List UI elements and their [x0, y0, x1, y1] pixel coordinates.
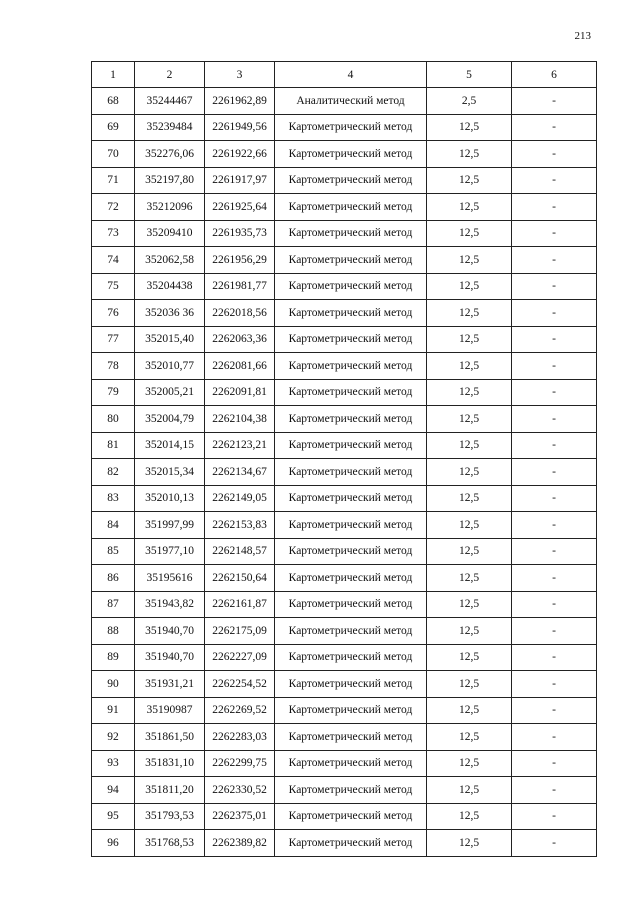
- accuracy-cell: 12,5: [427, 565, 512, 592]
- table-header: [92, 62, 597, 88]
- note-cell: -: [512, 247, 597, 274]
- method-cell: Картометрический метод: [275, 830, 427, 857]
- x-coordinate-cell: 351940,70: [135, 644, 205, 671]
- y-coordinate-cell: 2262104,38: [205, 406, 275, 433]
- y-coordinate-cell: 2262375,01: [205, 803, 275, 830]
- accuracy-cell: 12,5: [427, 432, 512, 459]
- method-cell: Картометрический метод: [275, 353, 427, 380]
- table-row: [92, 220, 597, 247]
- note-cell: -: [512, 644, 597, 671]
- point-number-cell: 89: [92, 644, 135, 671]
- accuracy-cell: 12,5: [427, 485, 512, 512]
- x-coordinate-cell: 352276,06: [135, 141, 205, 168]
- method-cell: Картометрический метод: [275, 591, 427, 618]
- y-coordinate-cell: 2261962,89: [205, 88, 275, 115]
- column-header-3: 3: [205, 62, 275, 88]
- table-body: [92, 88, 597, 857]
- accuracy-cell: 12,5: [427, 671, 512, 698]
- y-coordinate-cell: 2262134,67: [205, 459, 275, 486]
- point-number-cell: 87: [92, 591, 135, 618]
- y-coordinate-cell: 2262148,57: [205, 538, 275, 565]
- note-cell: -: [512, 88, 597, 115]
- note-cell: -: [512, 485, 597, 512]
- table-row: [92, 247, 597, 274]
- accuracy-cell: 12,5: [427, 326, 512, 353]
- accuracy-cell: 12,5: [427, 300, 512, 327]
- table-row: [92, 697, 597, 724]
- y-coordinate-cell: 2262091,81: [205, 379, 275, 406]
- column-header-5: 5: [427, 62, 512, 88]
- note-cell: -: [512, 326, 597, 353]
- method-cell: Картометрический метод: [275, 406, 427, 433]
- x-coordinate-cell: 35204438: [135, 273, 205, 300]
- y-coordinate-cell: 2261935,73: [205, 220, 275, 247]
- column-header-2: 2: [135, 62, 205, 88]
- accuracy-cell: 12,5: [427, 353, 512, 380]
- point-number-cell: 95: [92, 803, 135, 830]
- table-row: [92, 167, 597, 194]
- table-row: [92, 432, 597, 459]
- point-number-cell: 79: [92, 379, 135, 406]
- table-row: [92, 750, 597, 777]
- method-cell: Картометрический метод: [275, 538, 427, 565]
- note-cell: -: [512, 432, 597, 459]
- y-coordinate-cell: 2261956,29: [205, 247, 275, 274]
- point-number-cell: 72: [92, 194, 135, 221]
- table-row: [92, 618, 597, 645]
- y-coordinate-cell: 2261925,64: [205, 194, 275, 221]
- table-row: [92, 300, 597, 327]
- y-coordinate-cell: 2262254,52: [205, 671, 275, 698]
- accuracy-cell: 12,5: [427, 830, 512, 857]
- x-coordinate-cell: 352005,21: [135, 379, 205, 406]
- note-cell: -: [512, 565, 597, 592]
- x-coordinate-cell: 351831,10: [135, 750, 205, 777]
- method-cell: Картометрический метод: [275, 432, 427, 459]
- accuracy-cell: 12,5: [427, 724, 512, 751]
- note-cell: -: [512, 406, 597, 433]
- method-cell: Картометрический метод: [275, 697, 427, 724]
- table-row: [92, 591, 597, 618]
- accuracy-cell: 12,5: [427, 512, 512, 539]
- y-coordinate-cell: 2262123,21: [205, 432, 275, 459]
- note-cell: -: [512, 141, 597, 168]
- x-coordinate-cell: 35209410: [135, 220, 205, 247]
- note-cell: -: [512, 300, 597, 327]
- point-number-cell: 85: [92, 538, 135, 565]
- note-cell: -: [512, 379, 597, 406]
- method-cell: Картометрический метод: [275, 565, 427, 592]
- accuracy-cell: 12,5: [427, 591, 512, 618]
- accuracy-cell: 12,5: [427, 538, 512, 565]
- point-number-cell: 84: [92, 512, 135, 539]
- x-coordinate-cell: 351940,70: [135, 618, 205, 645]
- y-coordinate-cell: 2262161,87: [205, 591, 275, 618]
- note-cell: -: [512, 671, 597, 698]
- accuracy-cell: 2,5: [427, 88, 512, 115]
- point-number-cell: 73: [92, 220, 135, 247]
- header-row: [92, 62, 597, 88]
- x-coordinate-cell: 352004,79: [135, 406, 205, 433]
- point-number-cell: 68: [92, 88, 135, 115]
- table-row: [92, 459, 597, 486]
- table-row: [92, 88, 597, 115]
- accuracy-cell: 12,5: [427, 803, 512, 830]
- y-coordinate-cell: 2262269,52: [205, 697, 275, 724]
- method-cell: Картометрический метод: [275, 671, 427, 698]
- x-coordinate-cell: 35244467: [135, 88, 205, 115]
- table-row: [92, 379, 597, 406]
- y-coordinate-cell: 2262149,05: [205, 485, 275, 512]
- point-number-cell: 75: [92, 273, 135, 300]
- note-cell: -: [512, 618, 597, 645]
- table-row: [92, 273, 597, 300]
- point-number-cell: 82: [92, 459, 135, 486]
- table-row: [92, 141, 597, 168]
- point-number-cell: 86: [92, 565, 135, 592]
- table-row: [92, 114, 597, 141]
- y-coordinate-cell: 2262175,09: [205, 618, 275, 645]
- method-cell: Картометрический метод: [275, 167, 427, 194]
- column-header-4: 4: [275, 62, 427, 88]
- y-coordinate-cell: 2262330,52: [205, 777, 275, 804]
- note-cell: -: [512, 459, 597, 486]
- table-row: [92, 326, 597, 353]
- x-coordinate-cell: 352014,15: [135, 432, 205, 459]
- point-number-cell: 92: [92, 724, 135, 751]
- point-number-cell: 88: [92, 618, 135, 645]
- accuracy-cell: 12,5: [427, 141, 512, 168]
- y-coordinate-cell: 2262018,56: [205, 300, 275, 327]
- x-coordinate-cell: 351943,82: [135, 591, 205, 618]
- point-number-cell: 71: [92, 167, 135, 194]
- note-cell: -: [512, 167, 597, 194]
- accuracy-cell: 12,5: [427, 379, 512, 406]
- x-coordinate-cell: 35239484: [135, 114, 205, 141]
- point-number-cell: 94: [92, 777, 135, 804]
- method-cell: Картометрический метод: [275, 220, 427, 247]
- table-row: [92, 777, 597, 804]
- column-header-6: 6: [512, 62, 597, 88]
- table-row: [92, 538, 597, 565]
- method-cell: Картометрический метод: [275, 379, 427, 406]
- accuracy-cell: 12,5: [427, 750, 512, 777]
- x-coordinate-cell: 352010,77: [135, 353, 205, 380]
- x-coordinate-cell: 352010,13: [135, 485, 205, 512]
- accuracy-cell: 12,5: [427, 220, 512, 247]
- point-number-cell: 93: [92, 750, 135, 777]
- note-cell: -: [512, 697, 597, 724]
- accuracy-cell: 12,5: [427, 273, 512, 300]
- method-cell: Картометрический метод: [275, 485, 427, 512]
- point-number-cell: 70: [92, 141, 135, 168]
- x-coordinate-cell: 351977,10: [135, 538, 205, 565]
- y-coordinate-cell: 2262389,82: [205, 830, 275, 857]
- note-cell: -: [512, 194, 597, 221]
- point-number-cell: 96: [92, 830, 135, 857]
- y-coordinate-cell: 2262150,64: [205, 565, 275, 592]
- y-coordinate-cell: 2262081,66: [205, 353, 275, 380]
- note-cell: -: [512, 830, 597, 857]
- table-row: [92, 644, 597, 671]
- note-cell: -: [512, 273, 597, 300]
- x-coordinate-cell: 35190987: [135, 697, 205, 724]
- accuracy-cell: 12,5: [427, 167, 512, 194]
- y-coordinate-cell: 2262227,09: [205, 644, 275, 671]
- table-row: [92, 485, 597, 512]
- table-row: [92, 724, 597, 751]
- table-row: [92, 353, 597, 380]
- y-coordinate-cell: 2262153,83: [205, 512, 275, 539]
- point-number-cell: 76: [92, 300, 135, 327]
- method-cell: Картометрический метод: [275, 777, 427, 804]
- y-coordinate-cell: 2261981,77: [205, 273, 275, 300]
- coordinates-table: [91, 61, 597, 857]
- note-cell: -: [512, 220, 597, 247]
- accuracy-cell: 12,5: [427, 644, 512, 671]
- method-cell: Картометрический метод: [275, 273, 427, 300]
- y-coordinate-cell: 2262063,36: [205, 326, 275, 353]
- x-coordinate-cell: 351811,20: [135, 777, 205, 804]
- accuracy-cell: 12,5: [427, 247, 512, 274]
- method-cell: Картометрический метод: [275, 114, 427, 141]
- method-cell: Картометрический метод: [275, 326, 427, 353]
- note-cell: -: [512, 114, 597, 141]
- table-row: [92, 565, 597, 592]
- x-coordinate-cell: 351861,50: [135, 724, 205, 751]
- method-cell: Картометрический метод: [275, 512, 427, 539]
- page-number: 213: [574, 30, 591, 42]
- table-row: [92, 671, 597, 698]
- method-cell: Картометрический метод: [275, 300, 427, 327]
- note-cell: -: [512, 353, 597, 380]
- point-number-cell: 81: [92, 432, 135, 459]
- method-cell: Аналитический метод: [275, 88, 427, 115]
- table-row: [92, 512, 597, 539]
- table-row: [92, 830, 597, 857]
- note-cell: -: [512, 591, 597, 618]
- method-cell: Картометрический метод: [275, 724, 427, 751]
- table-row: [92, 406, 597, 433]
- x-coordinate-cell: 351793,53: [135, 803, 205, 830]
- point-number-cell: 80: [92, 406, 135, 433]
- accuracy-cell: 12,5: [427, 618, 512, 645]
- method-cell: Картометрический метод: [275, 618, 427, 645]
- note-cell: -: [512, 777, 597, 804]
- y-coordinate-cell: 2262283,03: [205, 724, 275, 751]
- accuracy-cell: 12,5: [427, 697, 512, 724]
- method-cell: Картометрический метод: [275, 141, 427, 168]
- point-number-cell: 69: [92, 114, 135, 141]
- point-number-cell: 91: [92, 697, 135, 724]
- method-cell: Картометрический метод: [275, 803, 427, 830]
- x-coordinate-cell: 351768,53: [135, 830, 205, 857]
- note-cell: -: [512, 750, 597, 777]
- point-number-cell: 90: [92, 671, 135, 698]
- point-number-cell: 83: [92, 485, 135, 512]
- x-coordinate-cell: 352036 36: [135, 300, 205, 327]
- accuracy-cell: 12,5: [427, 777, 512, 804]
- x-coordinate-cell: 351931,21: [135, 671, 205, 698]
- x-coordinate-cell: 352197,80: [135, 167, 205, 194]
- point-number-cell: 74: [92, 247, 135, 274]
- note-cell: -: [512, 538, 597, 565]
- note-cell: -: [512, 512, 597, 539]
- method-cell: Картометрический метод: [275, 644, 427, 671]
- y-coordinate-cell: 2262299,75: [205, 750, 275, 777]
- accuracy-cell: 12,5: [427, 406, 512, 433]
- x-coordinate-cell: 351997,99: [135, 512, 205, 539]
- point-number-cell: 78: [92, 353, 135, 380]
- note-cell: -: [512, 803, 597, 830]
- method-cell: Картометрический метод: [275, 459, 427, 486]
- y-coordinate-cell: 2261949,56: [205, 114, 275, 141]
- y-coordinate-cell: 2261922,66: [205, 141, 275, 168]
- accuracy-cell: 12,5: [427, 114, 512, 141]
- x-coordinate-cell: 352015,40: [135, 326, 205, 353]
- x-coordinate-cell: 352062,58: [135, 247, 205, 274]
- accuracy-cell: 12,5: [427, 459, 512, 486]
- note-cell: -: [512, 724, 597, 751]
- method-cell: Картометрический метод: [275, 750, 427, 777]
- table-row: [92, 194, 597, 221]
- method-cell: Картометрический метод: [275, 194, 427, 221]
- x-coordinate-cell: 352015,34: [135, 459, 205, 486]
- table-row: [92, 803, 597, 830]
- x-coordinate-cell: 35195616: [135, 565, 205, 592]
- x-coordinate-cell: 35212096: [135, 194, 205, 221]
- point-number-cell: 77: [92, 326, 135, 353]
- method-cell: Картометрический метод: [275, 247, 427, 274]
- y-coordinate-cell: 2261917,97: [205, 167, 275, 194]
- accuracy-cell: 12,5: [427, 194, 512, 221]
- column-header-1: 1: [92, 62, 135, 88]
